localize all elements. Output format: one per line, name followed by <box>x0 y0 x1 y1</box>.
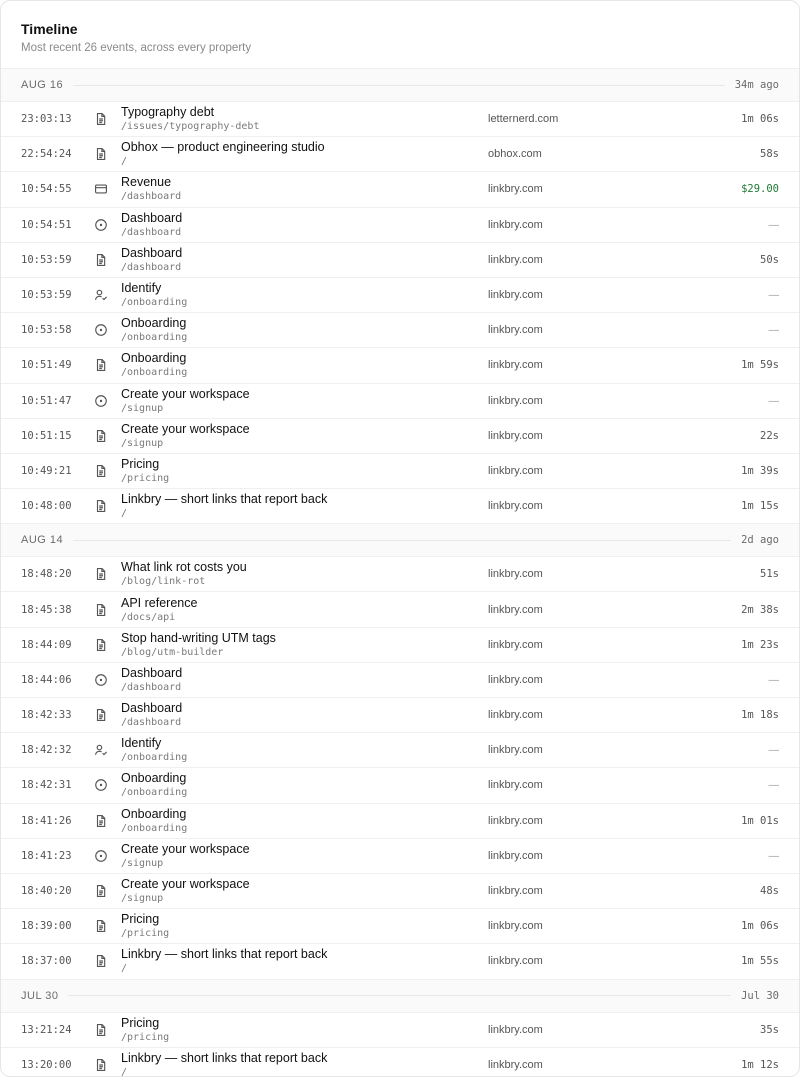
document-icon <box>81 429 121 443</box>
timeline-header <box>1 1 799 68</box>
event-site: linkbry.com <box>488 779 543 792</box>
event-time: 18:48:20 <box>21 568 72 581</box>
divider <box>73 540 731 541</box>
event-site: linkbry.com <box>488 920 543 933</box>
event-row[interactable] <box>1 101 799 136</box>
event-row[interactable] <box>1 767 799 802</box>
event-time: 18:44:06 <box>21 673 72 686</box>
event-row[interactable] <box>1 1047 799 1077</box>
event-title: Dashboard <box>121 210 183 225</box>
event-site: linkbry.com <box>488 1023 543 1036</box>
event-title: Obhox — product engineering studio <box>121 140 325 155</box>
event-info <box>121 771 488 799</box>
event-title: Dashboard <box>121 245 183 260</box>
event-info <box>121 701 488 729</box>
event-metric: 50s <box>760 253 779 266</box>
document-icon <box>81 884 121 898</box>
event-path: / <box>121 156 128 168</box>
event-title: Dashboard <box>121 665 183 680</box>
event-path: /blog/utm-builder <box>121 646 224 658</box>
event-row[interactable] <box>1 873 799 908</box>
event-time: 22:54:24 <box>21 148 72 161</box>
event-title: Onboarding <box>121 771 187 786</box>
event-info <box>121 666 488 694</box>
event-row[interactable] <box>1 908 799 943</box>
event-title: Typography debt <box>121 105 215 120</box>
document-icon <box>81 253 121 267</box>
event-time: 10:51:47 <box>21 394 72 407</box>
event-title: Create your workspace <box>121 841 250 856</box>
event-row[interactable] <box>1 1012 799 1047</box>
group-date: AUG 16 <box>21 79 64 91</box>
event-row[interactable] <box>1 453 799 488</box>
event-time: 10:54:51 <box>21 218 72 231</box>
event-row[interactable] <box>1 136 799 171</box>
event-time: 10:54:55 <box>21 183 72 196</box>
document-icon <box>81 814 121 828</box>
event-metric: 1m 59s <box>741 359 779 372</box>
event-site: linkbry.com <box>488 568 543 581</box>
event-time: 10:53:58 <box>21 324 72 337</box>
event-time: 10:53:59 <box>21 253 72 266</box>
event-info <box>121 316 488 344</box>
event-info <box>121 560 488 588</box>
event-title: Create your workspace <box>121 421 250 436</box>
target-icon <box>81 673 121 687</box>
event-metric: 1m 06s <box>741 920 779 933</box>
event-site: linkbry.com <box>488 849 543 862</box>
event-metric: $29.00 <box>741 183 779 196</box>
event-site: letternerd.com <box>488 113 559 126</box>
event-site: linkbry.com <box>488 183 543 196</box>
event-time: 10:51:15 <box>21 429 72 442</box>
event-title: Revenue <box>121 175 172 190</box>
divider <box>68 995 731 996</box>
document-icon <box>81 567 121 581</box>
event-site: linkbry.com <box>488 359 543 372</box>
event-path: /pricing <box>121 928 170 940</box>
document-icon <box>81 464 121 478</box>
document-icon <box>81 147 121 161</box>
date-group-header <box>1 979 799 1012</box>
event-row[interactable] <box>1 591 799 626</box>
event-time: 18:41:23 <box>21 849 72 862</box>
event-info <box>121 140 488 168</box>
event-metric: 58s <box>760 148 779 161</box>
event-title: Onboarding <box>121 806 187 821</box>
event-info <box>121 105 488 133</box>
event-site: linkbry.com <box>488 429 543 442</box>
event-row[interactable] <box>1 838 799 873</box>
event-time: 18:45:38 <box>21 603 72 616</box>
event-title: Stop hand-writing UTM tags <box>121 630 276 645</box>
date-group-header <box>1 523 799 556</box>
event-metric: — <box>768 849 779 862</box>
event-row[interactable] <box>1 347 799 382</box>
event-row[interactable] <box>1 277 799 312</box>
event-metric: 22s <box>760 429 779 442</box>
event-site: linkbry.com <box>488 253 543 266</box>
event-path: /pricing <box>121 1031 170 1043</box>
event-info <box>121 912 488 940</box>
event-time: 13:20:00 <box>21 1058 72 1071</box>
event-metric: 1m 39s <box>741 464 779 477</box>
event-info <box>121 211 488 239</box>
target-icon <box>81 849 121 863</box>
event-metric: 1m 15s <box>741 500 779 513</box>
event-row[interactable] <box>1 418 799 453</box>
event-title: Linkbry — short links that report back <box>121 1050 328 1065</box>
event-time: 18:42:32 <box>21 744 72 757</box>
event-site: linkbry.com <box>488 885 543 898</box>
event-site: linkbry.com <box>488 603 543 616</box>
date-group-header <box>1 68 799 101</box>
event-path: /onboarding <box>121 787 188 799</box>
event-metric: 48s <box>760 885 779 898</box>
event-path: /blog/link-rot <box>121 576 206 588</box>
event-path: /dashboard <box>121 717 182 729</box>
document-icon <box>81 112 121 126</box>
event-metric: — <box>768 289 779 302</box>
event-row[interactable] <box>1 488 799 523</box>
event-info <box>121 1016 488 1044</box>
event-metric: 2m 38s <box>741 603 779 616</box>
event-info <box>121 807 488 835</box>
event-path: /signup <box>121 437 164 449</box>
event-metric: — <box>768 394 779 407</box>
event-metric: 1m 23s <box>741 638 779 651</box>
event-info <box>121 631 488 659</box>
event-row[interactable] <box>1 171 799 206</box>
event-site: linkbry.com <box>488 289 543 302</box>
event-metric: 1m 12s <box>741 1058 779 1071</box>
event-row[interactable] <box>1 312 799 347</box>
document-icon <box>81 358 121 372</box>
event-info <box>121 281 488 309</box>
event-site: linkbry.com <box>488 673 543 686</box>
document-icon <box>81 499 121 513</box>
event-time: 23:03:13 <box>21 113 72 126</box>
event-title: Pricing <box>121 1015 160 1030</box>
event-info <box>121 351 488 379</box>
event-path: /onboarding <box>121 332 188 344</box>
group-date: AUG 14 <box>21 534 64 547</box>
event-info <box>121 842 488 870</box>
event-metric: — <box>768 779 779 792</box>
user-check-icon <box>81 288 121 302</box>
event-row[interactable] <box>1 207 799 242</box>
event-path: /signup <box>121 857 164 869</box>
timeline-groups <box>1 68 799 1077</box>
event-time: 18:44:09 <box>21 638 72 651</box>
document-icon <box>81 603 121 617</box>
event-row[interactable] <box>1 627 799 662</box>
event-path: / <box>121 963 128 975</box>
event-time: 18:40:20 <box>21 885 72 898</box>
event-site: obhox.com <box>488 148 542 161</box>
event-path: /signup <box>121 893 164 905</box>
group-relative-time: 34m ago <box>734 79 779 91</box>
event-time: 18:42:33 <box>21 709 72 722</box>
event-path: /dashboard <box>121 191 182 203</box>
event-metric: 1m 01s <box>741 814 779 827</box>
event-path: /pricing <box>121 472 170 484</box>
event-path: /onboarding <box>121 367 188 379</box>
document-icon <box>81 708 121 722</box>
document-icon <box>81 1058 121 1072</box>
event-metric: 51s <box>760 568 779 581</box>
event-row[interactable] <box>1 803 799 838</box>
event-title: Onboarding <box>121 351 187 366</box>
event-info <box>121 422 488 450</box>
event-info <box>121 736 488 764</box>
event-title: Identify <box>121 281 162 296</box>
event-path: /docs/api <box>121 611 176 623</box>
page-subtitle: Most recent 26 events, across every property <box>21 42 252 54</box>
user-check-icon <box>81 743 121 757</box>
event-site: linkbry.com <box>488 218 543 231</box>
target-icon <box>81 323 121 337</box>
event-row[interactable] <box>1 943 799 978</box>
event-title: Onboarding <box>121 316 187 331</box>
event-info <box>121 457 488 485</box>
event-info <box>121 492 488 520</box>
event-path: / <box>121 508 128 520</box>
event-title: Identify <box>121 736 162 751</box>
event-row[interactable] <box>1 732 799 767</box>
target-icon <box>81 218 121 232</box>
event-site: linkbry.com <box>488 638 543 651</box>
event-time: 10:53:59 <box>21 289 72 302</box>
event-path: /signup <box>121 402 164 414</box>
event-info <box>121 947 488 975</box>
event-path: / <box>121 1066 128 1077</box>
event-path: /onboarding <box>121 752 188 764</box>
event-row[interactable] <box>1 242 799 277</box>
event-row[interactable] <box>1 662 799 697</box>
event-info <box>121 1051 488 1077</box>
event-info <box>121 877 488 905</box>
target-icon <box>81 394 121 408</box>
event-metric: — <box>768 324 779 337</box>
event-row[interactable] <box>1 697 799 732</box>
page-title: Timeline <box>21 21 78 37</box>
event-path: /onboarding <box>121 822 188 834</box>
target-icon <box>81 778 121 792</box>
event-info <box>121 246 488 274</box>
group-date: JUL 30 <box>21 989 59 1002</box>
group-relative-time: Jul 30 <box>741 989 779 1002</box>
event-site: linkbry.com <box>488 709 543 722</box>
event-path: /issues/typography-debt <box>121 121 260 133</box>
event-metric: — <box>768 673 779 686</box>
event-info <box>121 175 488 203</box>
event-path: /onboarding <box>121 297 188 309</box>
event-site: linkbry.com <box>488 744 543 757</box>
document-icon <box>81 638 121 652</box>
event-title: Dashboard <box>121 701 183 716</box>
event-metric: 1m 18s <box>741 709 779 722</box>
event-path: /dashboard <box>121 261 182 273</box>
document-icon <box>81 919 121 933</box>
event-metric: 35s <box>760 1023 779 1036</box>
event-title: Create your workspace <box>121 386 250 401</box>
event-title: Create your workspace <box>121 877 250 892</box>
event-row[interactable] <box>1 383 799 418</box>
event-metric: — <box>768 218 779 231</box>
event-site: linkbry.com <box>488 814 543 827</box>
event-time: 18:37:00 <box>21 955 72 968</box>
event-row[interactable] <box>1 556 799 591</box>
event-path: /dashboard <box>121 226 182 238</box>
event-path: /dashboard <box>121 681 182 693</box>
event-metric: 1m 55s <box>741 955 779 968</box>
document-icon <box>81 954 121 968</box>
event-title: What link rot costs you <box>121 560 247 575</box>
event-time: 18:42:31 <box>21 779 72 792</box>
event-time: 18:39:00 <box>21 920 72 933</box>
event-metric: — <box>768 744 779 757</box>
event-time: 13:21:24 <box>21 1023 72 1036</box>
divider <box>73 85 725 86</box>
event-site: linkbry.com <box>488 955 543 968</box>
event-site: linkbry.com <box>488 324 543 337</box>
event-time: 18:41:26 <box>21 814 72 827</box>
event-site: linkbry.com <box>488 464 543 477</box>
event-info <box>121 387 488 415</box>
event-site: linkbry.com <box>488 500 543 513</box>
group-relative-time: 2d ago <box>741 534 779 547</box>
event-metric: 1m 06s <box>741 113 779 126</box>
event-time: 10:51:49 <box>21 359 72 372</box>
event-site: linkbry.com <box>488 1058 543 1071</box>
event-info <box>121 596 488 624</box>
card-icon <box>81 182 121 196</box>
event-title: API reference <box>121 595 198 610</box>
event-time: 10:48:00 <box>21 500 72 513</box>
event-site: linkbry.com <box>488 394 543 407</box>
event-title: Pricing <box>121 456 160 471</box>
event-title: Linkbry — short links that report back <box>121 492 328 507</box>
event-time: 10:49:21 <box>21 464 72 477</box>
event-title: Pricing <box>121 912 160 927</box>
event-title: Linkbry — short links that report back <box>121 947 328 962</box>
document-icon <box>81 1023 121 1037</box>
